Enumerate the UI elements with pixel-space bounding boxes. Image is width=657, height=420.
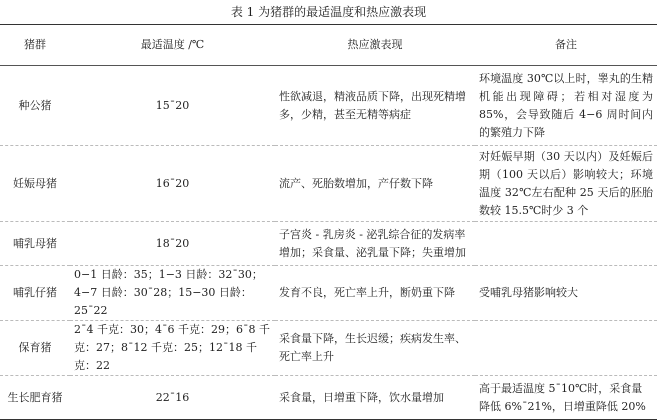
header-stress: 热应激表现 <box>275 25 475 66</box>
cell-temp: 22¯16 <box>70 376 275 420</box>
table-row <box>0 66 657 146</box>
cell-note: 对妊娠早期（30 天以内）及妊娠后期（100 天以后）影响较大；环境温度 32℃左右配种 25 天后的胚胎数较 15.5℃时少 3 个 <box>475 146 657 222</box>
cell-group: 生长肥育猪 <box>0 376 70 420</box>
cell-note <box>475 321 657 376</box>
cell-group: 哺乳母猪 <box>0 222 70 266</box>
header-group: 猪群 <box>0 25 70 66</box>
cell-group: 妊娠母猪 <box>0 146 70 222</box>
cell-stress: 子宫炎 - 乳房炎 - 泌乳综合征的发病率增加；采食量、泌乳量下降；失重增加 <box>275 222 475 266</box>
cell-note: 受哺乳母猪影响较大 <box>475 266 657 321</box>
cell-stress: 流产、死胎数增加，产仔数下降 <box>275 146 475 222</box>
table-row <box>0 146 657 222</box>
cell-temp: 0−1 日龄：35；1−3 日龄：32¯30；4−7 日龄：30¯28；15−30 日龄：25¯22 <box>70 266 275 321</box>
cell-stress: 采食量下降，生长迟缓；疾病发生率、死亡率上升 <box>275 321 475 376</box>
table-row <box>0 222 657 266</box>
cell-temp: 15¯20 <box>70 66 275 146</box>
table-row <box>0 376 657 420</box>
pig-temperature-table <box>0 24 657 420</box>
cell-stress: 性欲减退，精液品质下降，出现死精增多，少精，甚至无精等病症 <box>275 66 475 146</box>
cell-temp: 16¯20 <box>70 146 275 222</box>
cell-note: 环境温度 30℃以上时，睾丸的生精机能出现障碍；若相对湿度为 85%，会导致随后 4−6 周时间内的繁殖力下降 <box>475 66 657 146</box>
table-row <box>0 321 657 376</box>
cell-note <box>475 222 657 266</box>
cell-temp: 18¯20 <box>70 222 275 266</box>
cell-temp: 2¯4 千克：30；4¯6 千克：29；6¯8 千克：27；8¯12 千克：25；12¯18 千克：22 <box>70 321 275 376</box>
cell-note: 高于最适温度 5¯10℃时，采食量降低 6%¯21%，日增重降低 20% <box>475 376 657 420</box>
cell-stress: 采食量，日增重下降，饮水量增加 <box>275 376 475 420</box>
header-note: 备注 <box>475 25 657 66</box>
table-caption: 表 1 为猪群的最适温度和热应激表现 <box>230 5 427 19</box>
cell-group: 保育猪 <box>0 321 70 376</box>
table-row <box>0 266 657 321</box>
header-temp: 最适温度 /℃ <box>70 25 275 66</box>
cell-stress: 发育不良，死亡率上升，断奶重下降 <box>275 266 475 321</box>
table-header-row <box>0 25 657 66</box>
cell-group: 哺乳仔猪 <box>0 266 70 321</box>
cell-group: 种公猪 <box>0 66 70 146</box>
